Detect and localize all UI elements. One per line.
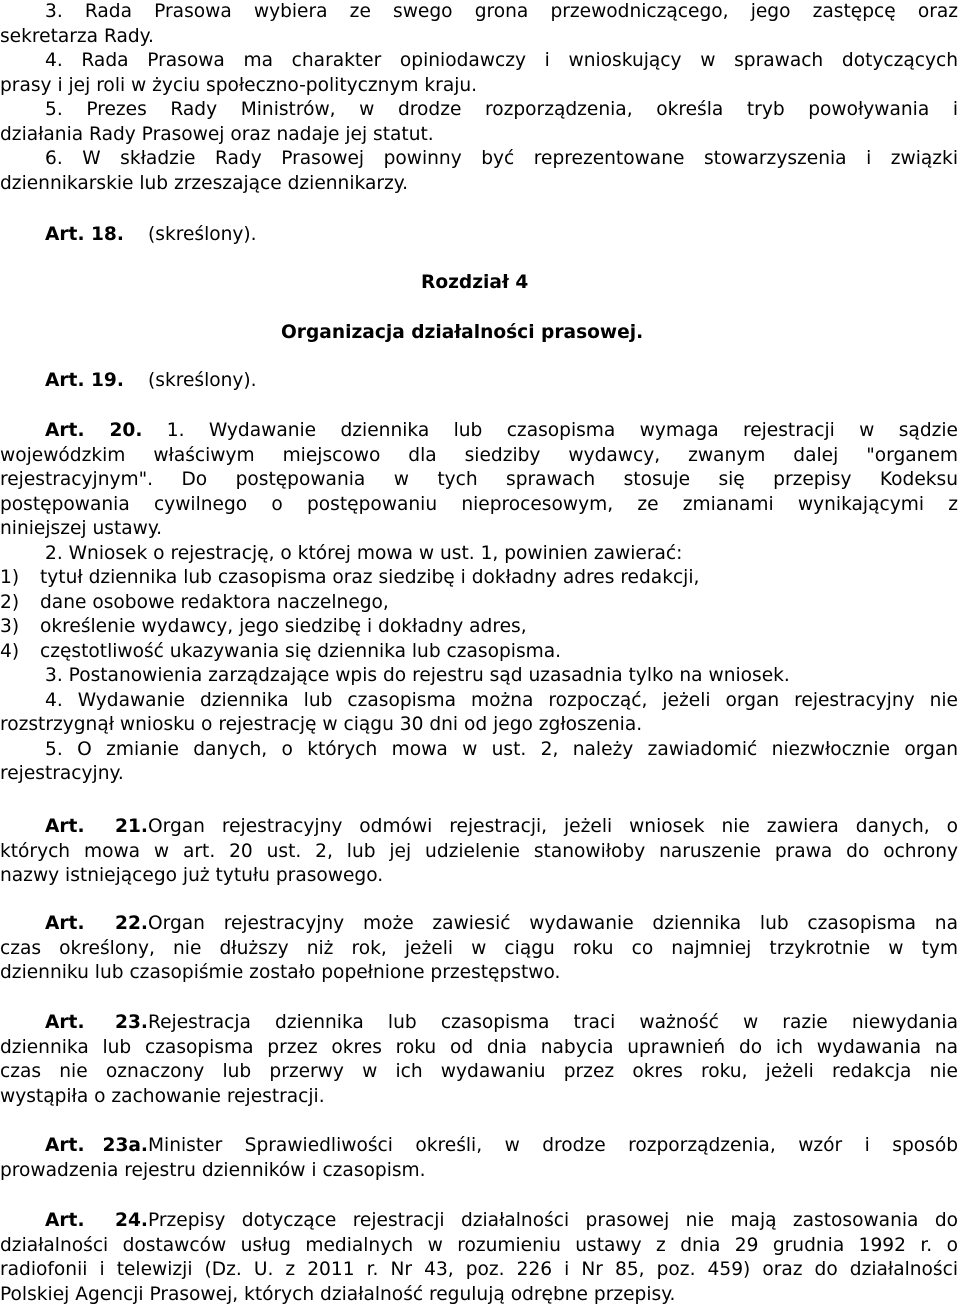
list-item xyxy=(0,566,958,591)
list-item xyxy=(0,591,958,616)
article-20-par-4-line-1: 4. Wydawanie dziennika lub czasopisma można rozpocząć, jeżeli organ rejestracyjny nie xyxy=(45,689,958,711)
chapter-number: Rozdział 4 xyxy=(421,272,529,293)
paragraph-3-line-1: 3. Rada Prasowa wybiera ze swego grona przewodniczącego, jego zastępcę oraz xyxy=(45,1,958,22)
article-18-label: Art. 18. xyxy=(45,224,124,245)
article-20-par-5-line-2: rejestracyjny. xyxy=(0,763,124,784)
article-24-label: Art. 24. xyxy=(45,1210,148,1231)
article-20-par-2: 2. Wniosek o rejestrację, o której mowa w ust. 1, powinien zawierać: xyxy=(45,542,683,564)
article-23-line-1 xyxy=(0,1011,958,1036)
paragraph-3-line-2: sekretarza Rady. xyxy=(0,25,154,47)
article-20-line-5: niniejszej ustawy. xyxy=(0,518,163,539)
article-23-label: Art. 23. xyxy=(45,1012,148,1033)
list-item-number: 4) xyxy=(0,640,20,662)
list-item-text: tytuł dziennika lub czasopisma oraz siedzibę i dokładny adres redakcji, xyxy=(40,567,700,588)
article-21 xyxy=(0,815,958,889)
article-18 xyxy=(0,223,960,248)
article-21-line-1 xyxy=(0,815,958,840)
list-item-number: 3) xyxy=(0,616,20,637)
chapter-title: Organizacja działalności prasowej. xyxy=(281,322,644,343)
article-23-line-2: dziennika lub czasopisma przez okres roku od dnia nabycia uprawnień do ich wydawania na xyxy=(0,1036,958,1058)
article-24-line-2: działalności dostawców usług medialnych w rozumieniu ustawy z dnia 29 grudnia 1992 r. o xyxy=(0,1234,958,1256)
article-20-line-4: postępowania cywilnego o postępowaniu nieprocesowym, ze zmianami wynikającymi z xyxy=(0,493,958,515)
article-21-line-2: których mowa w art. 20 ust. 2, lub jej udzielenie stanowiłoby naruszenie prawa do ochrony xyxy=(0,840,958,862)
paragraph-5-line-1: 5. Prezes Rady Ministrów, w drodze rozporządzenia, określa tryb powoływania i xyxy=(45,99,958,120)
article-22-text-start: Organ rejestracyjny może zawiesić wydawanie dziennika lub czasopisma na xyxy=(148,913,958,934)
article-20-line-1 xyxy=(0,419,958,444)
article-20-par-3: 3. Postanowienia zarządzające wpis do rejestru sąd uzasadnia tylko na wniosek. xyxy=(45,665,790,686)
paragraph-5-line-2: działania Rady Prasowej oraz nadaje jej statut. xyxy=(0,123,434,145)
article-23-line-4: wystąpiła o zachowanie rejestracji. xyxy=(0,1085,325,1107)
article-21-line-3: nazwy istniejącego już tytułu prasowego. xyxy=(0,865,384,886)
list-item-text: dane osobowe redaktora naczelnego, xyxy=(40,591,389,613)
article-22-line-1 xyxy=(0,912,958,937)
article-20-line-2: wojewódzkim właściwym miejscowo dla siedziby wydawcy, zwanym dalej "organem xyxy=(0,444,958,466)
article-22 xyxy=(0,912,958,986)
article-24-line-4: Polskiej Agencji Prasowej, których działalność regulują odrębne przepisy. xyxy=(0,1283,676,1305)
rada-prasowa-paragraphs xyxy=(0,0,958,196)
paragraph-6-line-2: dziennikarskie lub zrzeszające dziennikarzy. xyxy=(0,172,408,194)
article-20-par-1-start: 1. Wydawanie dziennika lub czasopisma wymaga rejestracji w sądzie xyxy=(166,420,958,441)
article-23-text-start: Rejestracja dziennika lub czasopisma traci ważność w razie niewydania xyxy=(148,1012,958,1033)
paragraph-6-line-1: 6. W składzie Rady Prasowej powinny być reprezentowane stowarzyszenia i związki xyxy=(45,148,958,169)
paragraph-4-line-2: prasy i jej roli w życiu społeczno-politycznym kraju. xyxy=(0,74,478,96)
list-item xyxy=(0,615,958,640)
article-23a-text-start: Minister Sprawiedliwości określi, w drodze rozporządzenia, wzór i sposób xyxy=(148,1135,958,1156)
list-item-text: częstotliwość ukazywania się dziennika lub czasopisma. xyxy=(40,640,562,662)
article-20 xyxy=(0,419,958,787)
list-item-text: określenie wydawcy, jego siedzibę i dokładny adres, xyxy=(40,616,527,637)
list-item-number: 1) xyxy=(0,567,20,588)
article-18-text: (skreślony). xyxy=(148,224,257,245)
article-23-line-3: czas nie oznaczony lub przerwy w ich wydawaniu przez okres roku, jeżeli redakcja nie xyxy=(0,1061,958,1082)
article-20-line-3: rejestracyjnym". Do postępowania w tych sprawach stosuje się przepisy Kodeksu xyxy=(0,469,958,490)
article-24-line-3: radiofonii i telewizji (Dz. U. z 2011 r. Nr 43, poz. 226 i Nr 85, poz. 459) oraz do działalności xyxy=(0,1259,958,1280)
article-20-par-5-line-1: 5. O zmianie danych, o których mowa w ust. 2, należy zawiadomić niezwłocznie organ xyxy=(45,738,958,760)
article-23a xyxy=(0,1134,958,1183)
article-22-label: Art. 22. xyxy=(45,913,148,934)
list-item xyxy=(0,640,958,665)
article-23a-line-2: prowadzenia rejestru dzienników i czasopism. xyxy=(0,1159,426,1181)
article-22-line-3: dzienniku lub czasopiśmie zostało popełnione przestępstwo. xyxy=(0,962,561,983)
article-24 xyxy=(0,1209,958,1307)
article-19-label: Art. 19. xyxy=(45,370,124,391)
article-22-line-2: czas określony, nie dłuższy niż rok, jeżeli w ciągu roku co najmniej trzykrotnie w tym xyxy=(0,937,958,959)
article-23a-line-1 xyxy=(0,1134,958,1159)
article-24-text-start: Przepisy dotyczące rejestracji działalności prasowej nie mają zastosowania do xyxy=(148,1210,958,1231)
article-21-text-start: Organ rejestracyjny odmówi rejestracji, jeżeli wniosek nie zawiera danych, o xyxy=(148,816,958,837)
article-20-label: Art. 20. xyxy=(45,420,143,441)
article-23 xyxy=(0,1011,958,1109)
article-23a-label: Art. 23a. xyxy=(45,1135,148,1156)
paragraph-4-line-1: 4. Rada Prasowa ma charakter opiniodawczy i wnioskujący w sprawach dotyczących xyxy=(45,50,958,71)
list-item-number: 2) xyxy=(0,591,20,613)
article-24-line-1 xyxy=(0,1209,958,1234)
article-19-text: (skreślony). xyxy=(148,370,257,391)
article-20-par-4-line-2: rozstrzygnął wniosku o rejestrację w ciągu 30 dni od jego zgłoszenia. xyxy=(0,714,643,735)
article-21-label: Art. 21. xyxy=(45,816,148,837)
article-19 xyxy=(0,369,960,394)
